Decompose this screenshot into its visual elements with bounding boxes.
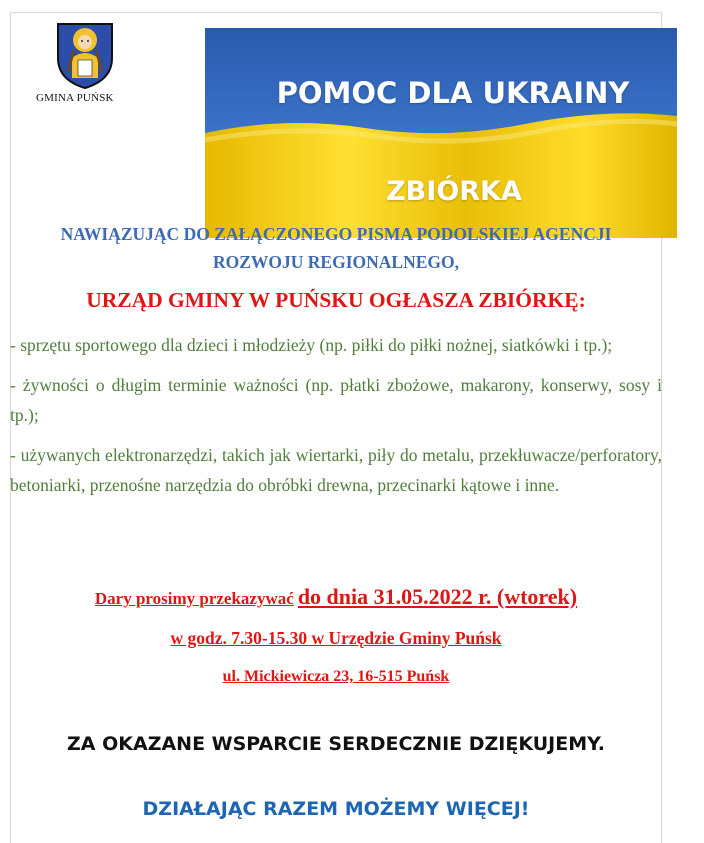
flag-title-help: POMOC DLA UKRAINY (276, 76, 630, 110)
donation-deadline: do dnia 31.05.2022 r. (wtorek) (297, 584, 578, 609)
list-item: - sprzętu sportowego dla dzieci i młodzieży (np. piłki do piłki nożnej, siatkówki i tp.); (10, 335, 613, 355)
donation-hours: w godz. 7.30-15.30 w Urzędzie Gminy Puńsk (170, 628, 502, 648)
intro-line-2: ROZWOJU REGIONALNEGO, (213, 252, 459, 272)
collection-items-list (10, 330, 662, 510)
donation-prefix: Dary prosimy przekazywać (94, 589, 294, 608)
gmina-punsk-crest-icon (54, 20, 116, 90)
donation-deadline-line (10, 584, 662, 610)
announcement-heading: URZĄD GMINY W PUŃSKU OGŁASZA ZBIÓRKĘ: (86, 288, 586, 312)
list-item: - żywności o długim terminie ważności (np. płatki zbożowe, makarony, konserwy, sosy i tp.); (10, 375, 662, 425)
intro-text (10, 220, 662, 276)
intro-line-1: NAWIĄZUJĄC DO ZAŁĄCZONEGO PISMA PODOLSKIEJ AGENCJI (60, 224, 612, 244)
together-slogan: DZIAŁAJĄC RAZEM MOŻEMY WIĘCEJ! (142, 798, 530, 820)
thanks-message: ZA OKAZANE WSPARCIE SERDECZNIE DZIĘKUJEMY. (67, 733, 605, 755)
ukraine-flag-banner (205, 28, 677, 238)
donation-address: ul. Mickiewicza 23, 16-515 Puńsk (222, 668, 450, 685)
logo-label: GMINA PUŃSK (36, 92, 114, 104)
flag-title-collection: ZBIÓRKA (386, 176, 522, 207)
list-item: - używanych elektronarzędzi, takich jak wiertarki, piły do metalu, przekłuwacze/perforatory, betoniarki, przenośne narzędzia do obróbki drewna, przecinarki kątowe i inne. (10, 445, 662, 495)
